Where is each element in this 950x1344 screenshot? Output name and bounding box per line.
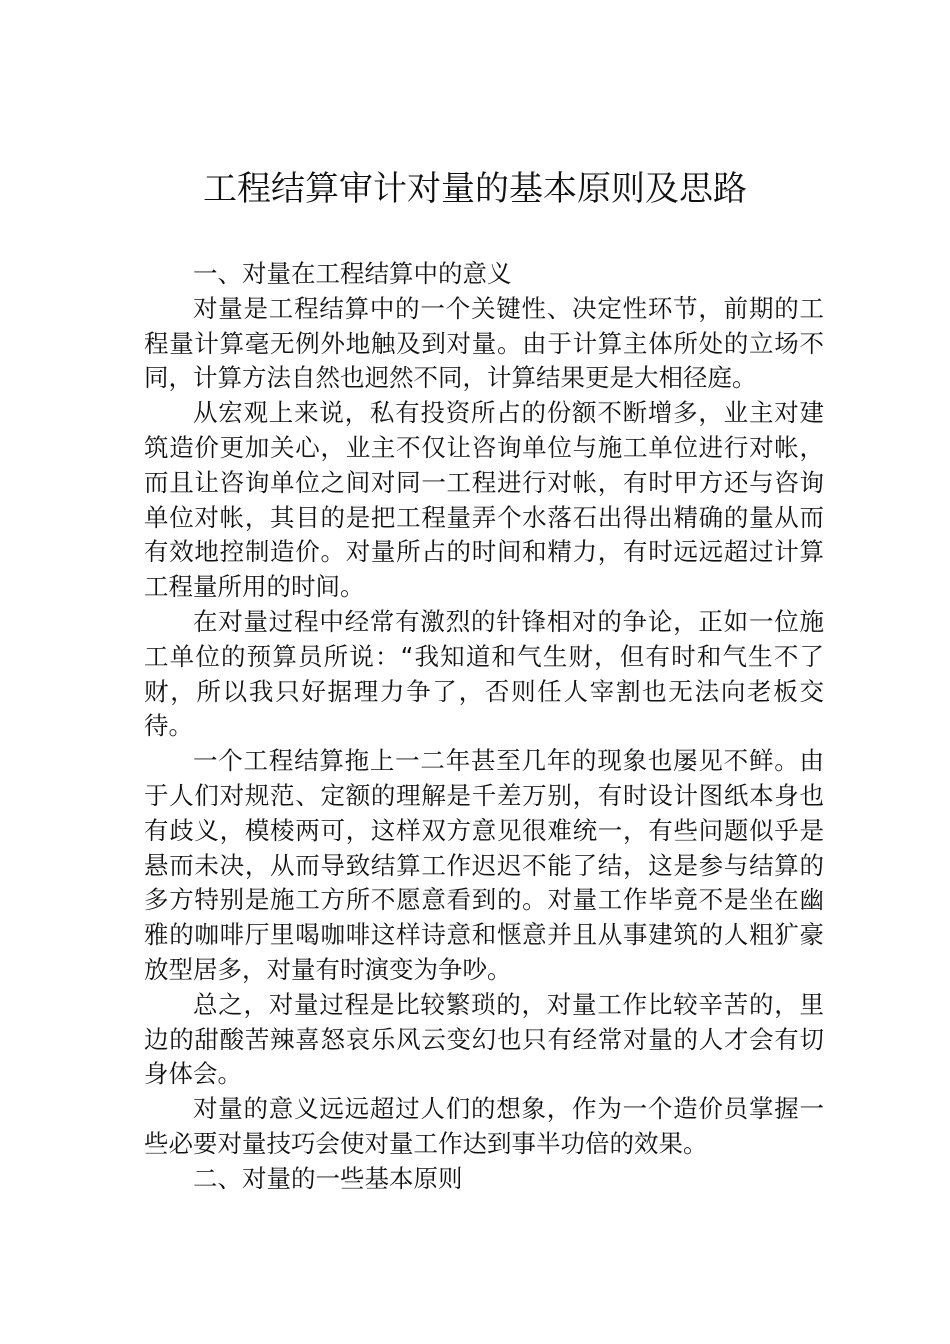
paragraph-4: 一个工程结算拖上一二年甚至几年的现象也屡见不鲜。由于人们对规范、定额的理解是千差万别，有时设计图纸本身也有歧义，模棱两可，这样双方意见很难统一，有些问题似乎是悬而未决，从而导致结算工作迟迟不能了结，这是参与结算的多方特别是施工方所不愿意看到的。对量工作毕竟不是坐在幽雅的咖啡厅里喝咖啡这样诗意和惬意并且从事建筑的人粗犷豪放型居多，对量有时演变为争吵。 — [144, 746, 824, 984]
section-heading-2: 二、对量的一些基本原则 — [193, 1163, 463, 1193]
paragraph-1: 对量是工程结算中的一个关键性、决定性环节，前期的工程量计算毫无例外地触及到对量。由于计算主体所处的立场不同，计算方法自然也迥然不同，计算结果更是大相径庭。 — [144, 293, 824, 393]
paragraph-3: 在对量过程中经常有激烈的针锋相对的争论，正如一位施工单位的预算员所说：“我知道和气生财，但有时和气生不了财，所以我只好据理力争了，否则任人宰割也无法向老板交待。 — [144, 606, 824, 741]
paragraph-5: 总之，对量过程是比较繁琐的，对量工作比较辛苦的，里边的甜酸苦辣喜怒哀乐风云变幻也只有经常对量的人才会有切身体会。 — [144, 989, 824, 1089]
document-title: 工程结算审计对量的基本原则及思路 — [203, 169, 747, 209]
paragraph-2: 从宏观上来说，私有投资所占的份额不断增多，业主对建筑造价更加关心，业主不仅让咨询单位与施工单位进行对帐，而且让咨询单位之间对同一工程进行对帐，有时甲方还与咨询单位对帐，其目的是把工程量弄个水落石出得出精确的量从而有效地控制造价。对量所占的时间和精力，有时远远超过计算工程量所用的时间。 — [144, 398, 824, 602]
paragraph-6: 对量的意义远远超过人们的想象，作为一个造价员掌握一些必要对量技巧会使对量工作达到事半功倍的效果。 — [144, 1094, 824, 1158]
section-heading-1: 一、对量在工程结算中的意义 — [193, 259, 512, 288]
document-body — [144, 257, 824, 1197]
